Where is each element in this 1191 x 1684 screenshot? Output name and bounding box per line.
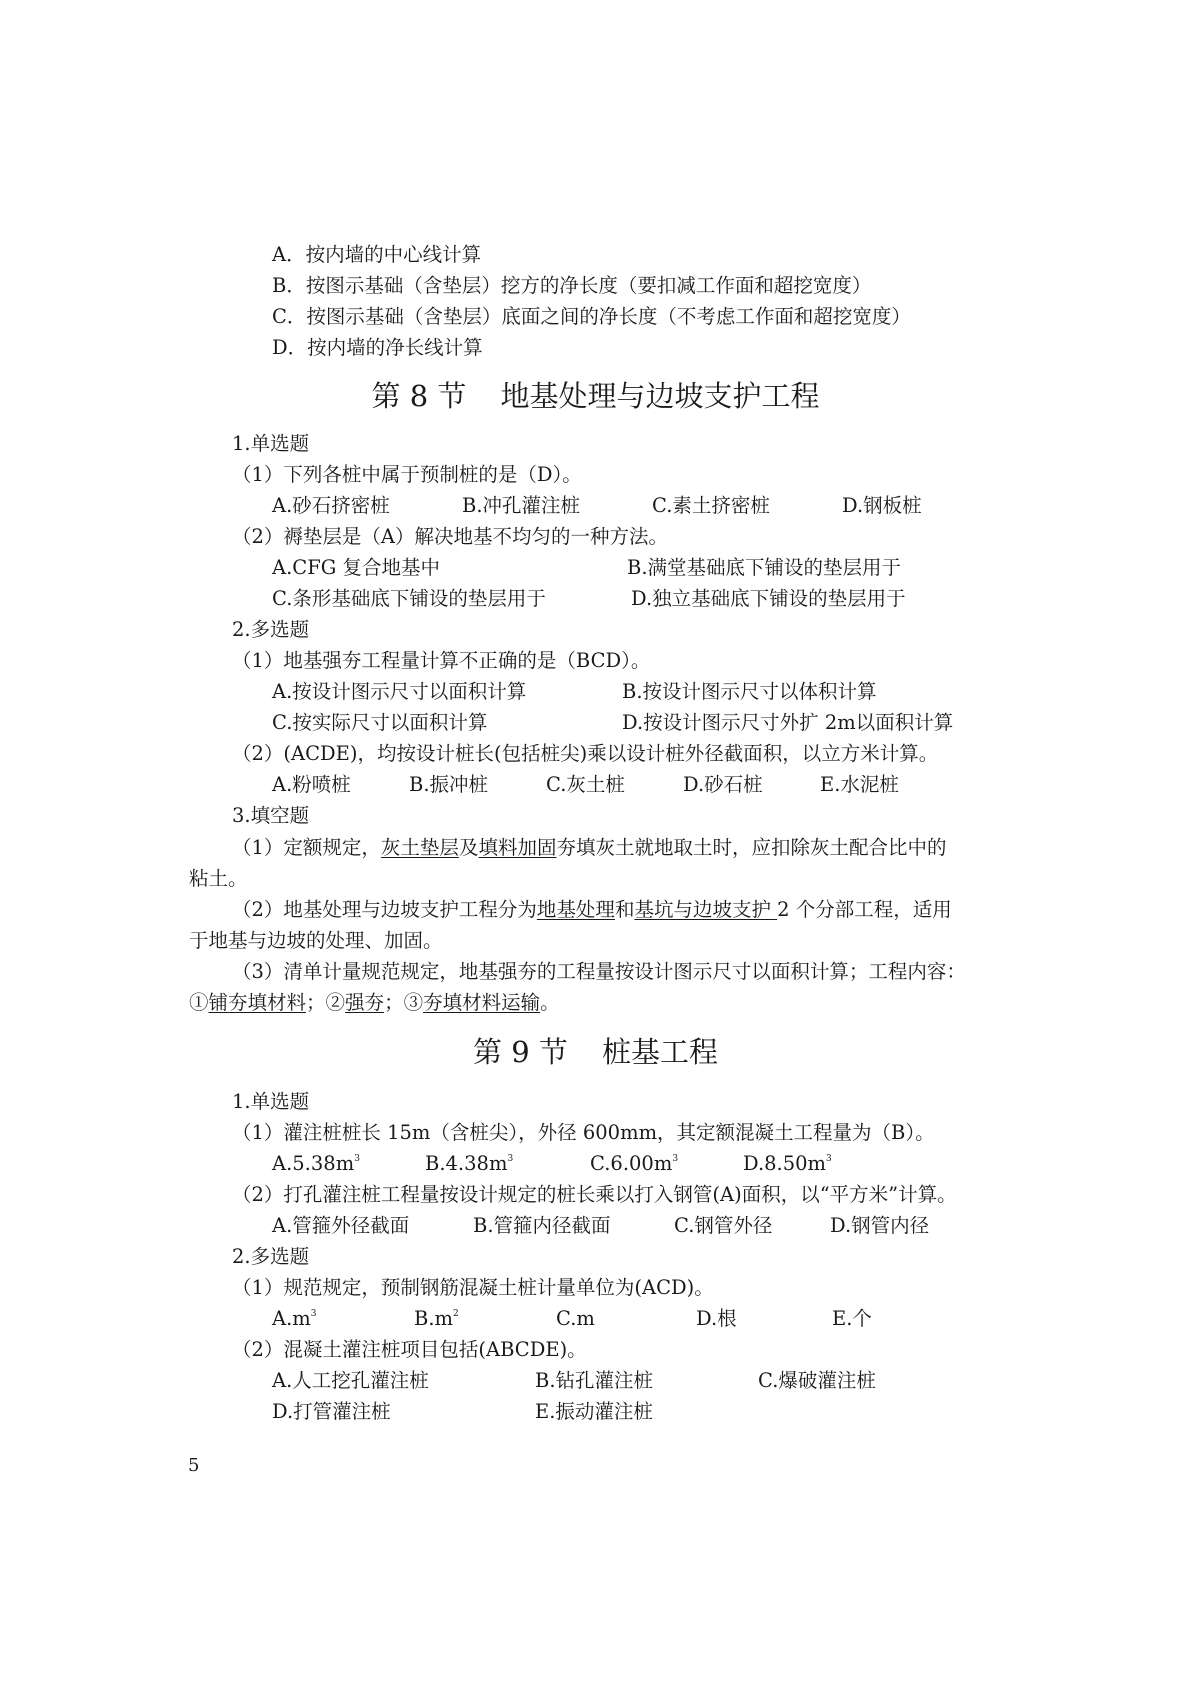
text: （1）定额规定， — [232, 836, 381, 859]
sec8-multi-q1: （1）地基强夯工程量计算不正确的是（BCD）。 — [232, 649, 651, 672]
option: E.水泥桩 — [820, 773, 899, 796]
option — [425, 1151, 513, 1177]
option — [272, 1306, 317, 1332]
option: A.砂石挤密桩 — [272, 494, 390, 517]
text: 和 — [614, 898, 635, 921]
superscript: 3 — [507, 1154, 514, 1164]
sec8-fill-p2-line2: 于地基与边坡的处理、加固。 — [189, 929, 443, 952]
sec9-multi-label: 2.多选题 — [232, 1245, 310, 1268]
option: D.打管灌注桩 — [272, 1400, 391, 1423]
option: D.钢管内径 — [830, 1214, 930, 1237]
option — [743, 1151, 832, 1177]
option: D.独立基础底下铺设的垫层用于 — [631, 587, 906, 610]
section-9-number: 第 9 节 — [473, 1035, 568, 1069]
option-text: A.m — [272, 1307, 311, 1330]
option: A.粉喷桩 — [272, 773, 351, 796]
option: B.振冲桩 — [409, 773, 489, 796]
section-8-name: 地基处理与边坡支护工程 — [500, 379, 820, 413]
option-text: B.4.38m — [425, 1152, 508, 1175]
option: E.个 — [832, 1307, 872, 1330]
section-9-title — [0, 1033, 1191, 1071]
option — [590, 1151, 678, 1177]
option: C.按实际尺寸以面积计算 — [272, 711, 488, 734]
superscript: 3 — [672, 1154, 679, 1164]
blank-answer: 铺夯填材料 — [208, 991, 307, 1014]
text: （2）地基处理与边坡支护工程分为 — [232, 898, 537, 921]
option: A.CFG 复合地基中 — [272, 556, 441, 579]
sec9-multi-q1: （1）规范规定，预制钢筋混凝土桩计量单位为(ACD)。 — [232, 1276, 714, 1299]
option — [272, 1151, 360, 1177]
sec8-multi-label: 2.多选题 — [232, 618, 310, 641]
option: C.m — [556, 1307, 595, 1330]
sec8-single-q2: （2）褥垫层是（A）解决地基不均匀的一种方法。 — [232, 525, 668, 548]
blank-answer: 强夯 — [345, 991, 385, 1014]
sec8-single-q1: （1）下列各桩中属于预制桩的是（D）。 — [232, 463, 582, 486]
option-text: C.6.00m — [590, 1152, 673, 1175]
option: E.振动灌注桩 — [535, 1400, 653, 1423]
option-text: D.8.50m — [743, 1152, 827, 1175]
sec8-fill-label: 3.填空题 — [232, 804, 310, 827]
sec8-fill-p3-line1: （3）清单计量规范规定，地基强夯的工程量按设计图示尺寸以面积计算；工程内容： — [232, 960, 966, 983]
sec8-multi-q2: （2）(ACDE)，均按设计桩长(包括桩尖)乘以设计桩外径截面积，以立方米计算。 — [232, 742, 939, 765]
sec8-fill-p1-line2: 粘土。 — [189, 867, 248, 890]
section-8-number: 第 8 节 — [371, 379, 467, 413]
option: B.冲孔灌注桩 — [462, 494, 581, 517]
option: B.按设计图示尺寸以体积计算 — [622, 680, 877, 703]
option-a: A．按内墙的中心线计算 — [272, 243, 482, 266]
option-d: D．按内墙的净长线计算 — [272, 336, 483, 359]
option-text: B.m — [414, 1307, 454, 1330]
blank-answer: 灰土垫层 — [380, 836, 459, 859]
blank-answer: 基坑与边坡支护 — [634, 898, 778, 921]
option: A.按设计图示尺寸以面积计算 — [272, 680, 527, 703]
blank-answer: 地基处理 — [536, 898, 615, 921]
option: C.灰土桩 — [546, 773, 625, 796]
option: B.钻孔灌注桩 — [535, 1369, 654, 1392]
page-number: 5 — [188, 1455, 200, 1476]
option — [414, 1306, 459, 1332]
sec8-fill-p2-line1 — [232, 897, 952, 923]
section-8-title — [0, 377, 1191, 415]
text: ① — [189, 991, 209, 1014]
option: A.管箍外径截面 — [272, 1214, 410, 1237]
option: C.钢管外径 — [674, 1214, 773, 1237]
text: 2 个分部工程，适用 — [777, 898, 952, 921]
option-c: C．按图示基础（含垫层）底面之间的净长度（不考虑工作面和超挖宽度） — [272, 305, 911, 328]
option: D.砂石桩 — [683, 773, 763, 796]
option: D.根 — [696, 1307, 737, 1330]
option: C.爆破灌注桩 — [758, 1369, 876, 1392]
option: D.钢板桩 — [842, 494, 922, 517]
section-9-name: 桩基工程 — [601, 1035, 718, 1069]
blank-answer: 填料加固 — [478, 836, 557, 859]
option-text: A.5.38m — [272, 1152, 355, 1175]
superscript: 2 — [453, 1309, 459, 1319]
sec9-single-q1: （1）灌注桩桩长 15m（含桩尖），外径 600mm，其定额混凝土工程量为（B）。 — [232, 1121, 935, 1144]
sec9-single-q2: （2）打孔灌注桩工程量按设计规定的桩长乘以打入钢管(A)面积，以“平方米”计算。 — [232, 1183, 957, 1206]
sec8-fill-p1-line1 — [232, 835, 946, 861]
sec9-single-label: 1.单选题 — [232, 1090, 310, 1113]
blank-answer: 夯填材料运输 — [423, 991, 541, 1014]
option: B.满堂基础底下铺设的垫层用于 — [627, 556, 902, 579]
option: C.素土挤密桩 — [652, 494, 770, 517]
option: D.按设计图示尺寸外扩 2m以面积计算 — [622, 711, 954, 734]
text: 及 — [458, 836, 479, 859]
text: ；③ — [384, 991, 424, 1014]
sec8-fill-p3-line2 — [189, 990, 560, 1016]
sec8-single-label: 1.单选题 — [232, 432, 310, 455]
option-b: B．按图示基础（含垫层）挖方的净长度（要扣减工作面和超挖宽度） — [272, 274, 872, 297]
sec9-multi-q2: （2）混凝土灌注桩项目包括(ABCDE)。 — [232, 1338, 587, 1361]
option: A.人工挖孔灌注桩 — [272, 1369, 429, 1392]
text: 夯填灰土就地取土时，应扣除灰土配合比中的 — [556, 836, 947, 859]
text: ；② — [306, 991, 346, 1014]
option: B.管箍内径截面 — [473, 1214, 611, 1237]
superscript: 3 — [826, 1154, 832, 1164]
text: 。 — [540, 991, 560, 1014]
option: C.条形基础底下铺设的垫层用于 — [272, 587, 546, 610]
superscript: 3 — [354, 1154, 360, 1164]
superscript: 3 — [310, 1309, 317, 1319]
